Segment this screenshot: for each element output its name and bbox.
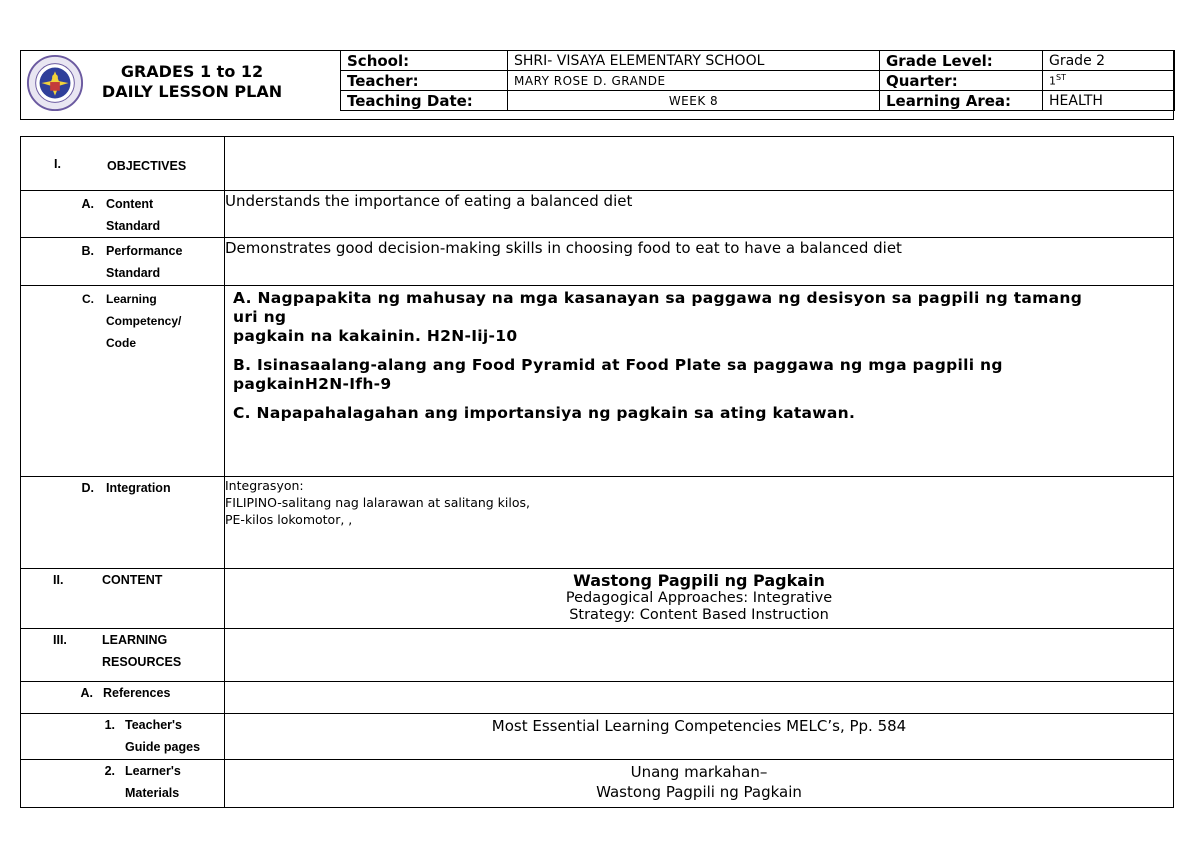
table-row — [21, 191, 1174, 238]
objectives-value-cell — [225, 137, 1174, 191]
integration-label: Integration — [106, 481, 171, 495]
performance-standard-label-1: Performance — [106, 244, 183, 258]
content-value-cell — [225, 569, 1174, 629]
integration-line3: PE-kilos lokomotor, , — [225, 512, 353, 527]
integration-num: D. — [81, 481, 94, 495]
quarter-value: 1ST — [1043, 71, 1175, 91]
learners-materials-value-cell — [225, 760, 1174, 808]
table-row — [21, 477, 1174, 569]
content-label: CONTENT — [102, 573, 163, 587]
date-label: Teaching Date: — [341, 91, 508, 111]
content-standard-label-1: Content — [106, 197, 154, 211]
integration-line1: Integrasyon: — [225, 478, 304, 493]
content-title: Wastong Pagpili ng Pagkain — [573, 571, 825, 590]
competency-a-line2: uri ng — [233, 308, 287, 326]
content-approach: Pedagogical Approaches: Integrative — [565, 590, 833, 606]
learners-materials-label-cell — [21, 760, 225, 808]
content-strategy: Strategy: Content Based Instruction — [569, 607, 829, 623]
performance-standard-label-cell — [21, 238, 225, 286]
objectives-num: I. — [54, 157, 61, 171]
references-num: A. — [80, 686, 93, 700]
teacher-label: Teacher: — [341, 71, 508, 91]
learning-resources-label-2: RESOURCES — [102, 655, 182, 669]
references-label: References — [103, 686, 171, 700]
teachers-guide-label-cell — [21, 714, 225, 760]
competency-a-line3: pagkain na kakainin. H2N-Iij-10 — [233, 327, 518, 345]
plan-title-line1: GRADES 1 to 12 — [120, 62, 264, 81]
teachers-guide-label-2: Guide pages — [125, 740, 201, 754]
school-label: School: — [341, 51, 508, 71]
integration-value-cell — [225, 477, 1174, 569]
table-row — [21, 137, 1174, 191]
quarter-sup: ST — [1056, 73, 1066, 83]
competency-label-cell — [21, 286, 225, 477]
table-row — [21, 682, 1174, 714]
competency-label-2: Competency/ — [106, 314, 182, 328]
teacher-value: MARY ROSE D. GRANDE — [508, 71, 880, 91]
competency-b-line1: B. Isinasaalang-alang ang Food Pyramid at Food Plate sa paggawa ng mga pagpili ng — [233, 356, 1003, 374]
table-row — [21, 238, 1174, 286]
table-row — [21, 714, 1174, 760]
table-row — [21, 569, 1174, 629]
plan-title-line2: DAILY LESSON PLAN — [101, 82, 283, 101]
learning-resources-label-1: LEARNING — [102, 633, 168, 647]
content-label-cell — [21, 569, 225, 629]
table-row — [21, 629, 1174, 682]
competency-a-line1: A. Nagpapakita ng mahusay na mga kasanayan sa paggawa ng desisyon sa pagpili ng tamang — [233, 289, 1083, 307]
learning-resources-num: III. — [53, 633, 67, 647]
learners-materials-label-1: Learner's — [125, 764, 181, 778]
competency-b-line2: pagkainH2N-Ifh-9 — [233, 375, 392, 393]
content-standard-num: A. — [81, 197, 94, 211]
learning-resources-label-cell — [21, 629, 225, 682]
objectives-label: OBJECTIVES — [107, 159, 187, 173]
teachers-guide-value: Most Essential Learning Competencies MELC’s, Pp. 584 — [225, 714, 1174, 760]
competency-label-1: Learning — [106, 292, 157, 306]
performance-standard-label-2: Standard — [106, 266, 161, 280]
objectives-label-cell — [21, 137, 225, 191]
teachers-guide-num: 1. — [104, 718, 115, 732]
school-value: SHRI- VISAYA ELEMENTARY SCHOOL — [508, 51, 880, 71]
content-standard-label-cell — [21, 191, 225, 238]
learning-resources-value-cell — [225, 629, 1174, 682]
grade-value: Grade 2 — [1043, 51, 1175, 71]
references-label-cell — [21, 682, 225, 714]
content-num: II. — [53, 573, 64, 587]
area-value: HEALTH — [1043, 91, 1175, 111]
references-value-cell — [225, 682, 1174, 714]
table-row — [21, 286, 1174, 477]
content-standard-label-2: Standard — [106, 219, 161, 233]
integration-label-cell — [21, 477, 225, 569]
performance-standard-value: Demonstrates good decision-making skills in choosing food to eat to have a balanced diet — [225, 238, 1174, 286]
deped-seal-icon — [26, 54, 84, 112]
grade-label: Grade Level: — [880, 51, 1043, 71]
learners-materials-num: 2. — [104, 764, 115, 778]
plan-title — [86, 62, 298, 102]
date-value: WEEK 8 — [508, 91, 880, 111]
competency-num: C. — [82, 292, 94, 306]
learners-materials-label-2: Materials — [125, 786, 180, 800]
area-label: Learning Area: — [880, 91, 1043, 111]
learners-materials-value-2: Wastong Pagpili ng Pagkain — [596, 783, 802, 801]
quarter-label: Quarter: — [880, 71, 1043, 91]
integration-line2: FILIPINO-salitang nag lalarawan at salitang kilos, — [225, 495, 531, 510]
table-row — [21, 760, 1174, 808]
competency-value-cell — [225, 286, 1174, 477]
content-standard-value: Understands the importance of eating a balanced diet — [225, 191, 1174, 238]
performance-standard-num: B. — [81, 244, 94, 258]
competency-c-line1: C. Napapahalagahan ang importansiya ng pagkain sa ating katawan. — [233, 404, 856, 422]
learners-materials-value-1: Unang markahan– — [630, 763, 768, 781]
teachers-guide-label-1: Teacher's — [125, 718, 182, 732]
competency-label-3: Code — [106, 336, 136, 350]
lesson-plan-table — [20, 136, 1174, 808]
school-info-table — [340, 50, 1175, 111]
